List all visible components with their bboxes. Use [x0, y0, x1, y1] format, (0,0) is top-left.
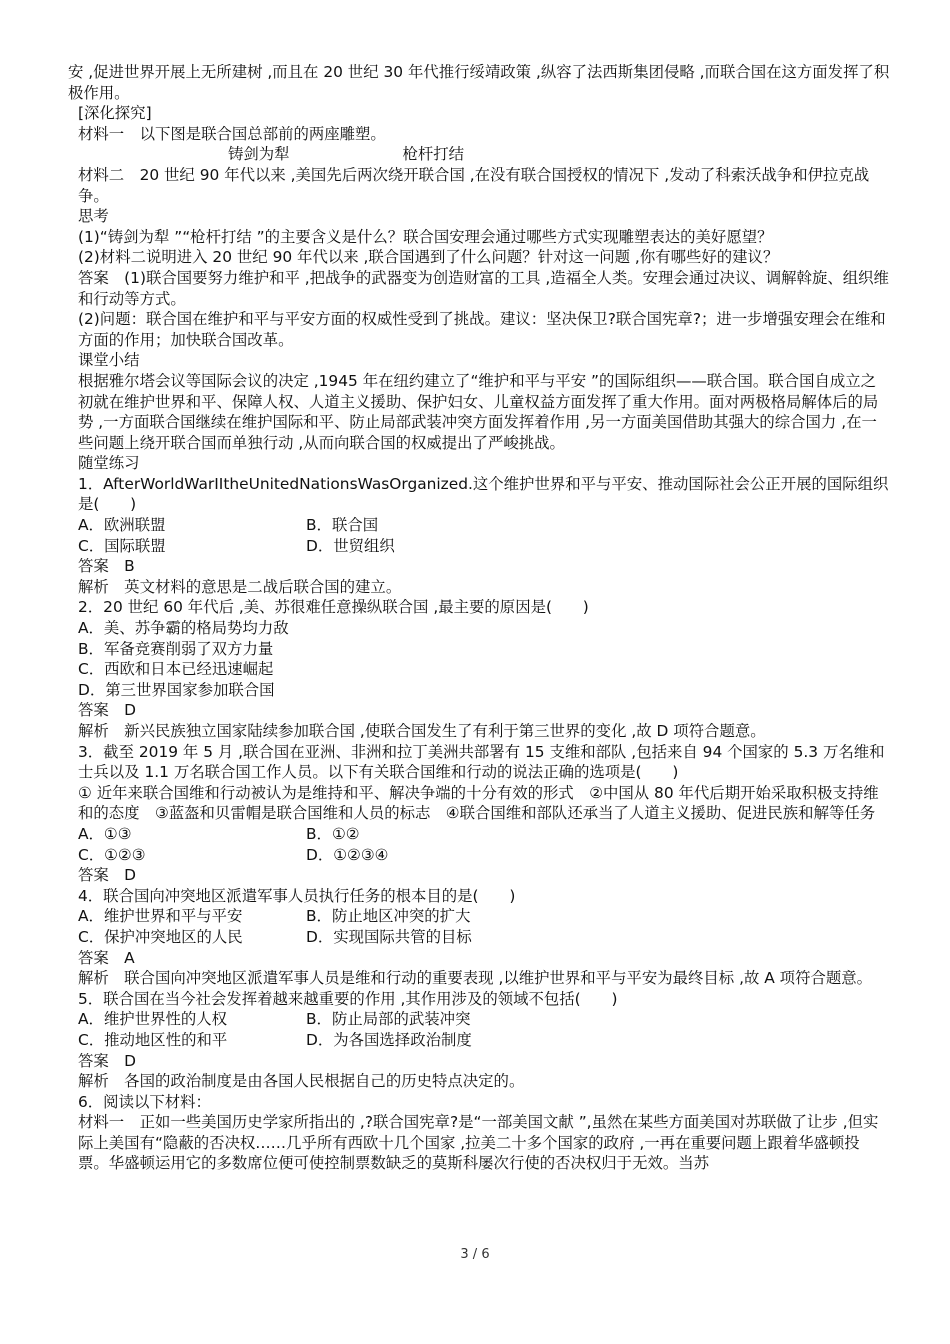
q2-option-b: B．军备竞赛削弱了双方力量: [78, 639, 274, 658]
q3-items: ① 近年来联合国维和行动被认为是维持和平、解决争端的十分有效的形式 ②中国从 80 年代后期开始采取积极支持维和的态度 ③蓝盔和贝雷帽是联合国维和人员的标志 ④联合国维和部队还承当了人道主义援助、促进民族和解等任务: [78, 783, 879, 823]
q3-stem: 3．截至 2019 年 5 月 ,联合国在亚洲、非洲和拉丁美洲共部署有 15 支维和部队 ,包括来自 94 个国家的 5.3 万名维和士兵以及 1.1 万名联合国工作人员。以下有关联合国维和行动的说法正确的选项是( ): [78, 742, 885, 782]
q3-option-d: D．①②③④: [306, 845, 389, 864]
page-number: 3 / 6: [460, 1247, 490, 1262]
q4-analysis: 解析 联合国向冲突地区派遣军事人员是维和行动的重要表现 ,以维护世界和平与平安为最终目标 ,故 A 项符合题意。: [78, 969, 873, 988]
q1-option-d: D．世贸组织: [306, 536, 395, 555]
q4-options: [68, 906, 890, 947]
q4-option-a: A．维护世界和平与平安: [78, 907, 243, 926]
question-2: (2)材料二说明进入 20 世纪 90 年代以来 ,联合国遇到了什么问题？针对这一问题 ,你有哪些好的建议？: [78, 248, 779, 267]
q4-option-d: D．实现国际共管的目标: [306, 927, 472, 946]
q5-option-c: C．推动地区性的和平: [78, 1030, 228, 1049]
q1-option-a: A．欧洲联盟: [78, 516, 166, 535]
sculpture-label-1: 铸剑为犁: [228, 145, 290, 164]
q1-option-b: B．联合国: [306, 516, 379, 535]
q2-analysis: 解析 新兴民族独立国家陆续参加联合国 ,使联合国发生了有利于第三世界的变化 ,故 D 项符合题意。: [78, 722, 766, 740]
q1-answer: 答案 B: [78, 557, 135, 576]
q5-options: [68, 1009, 890, 1050]
q1-option-c: C．国际联盟: [78, 536, 166, 555]
q2-answer: 答案 D: [78, 701, 137, 720]
q3-option-b: B．①②: [306, 824, 360, 843]
q2-option-c: C．西欧和日本已经迅速崛起: [78, 660, 274, 679]
q4-stem: 4．联合国向冲突地区派遣军事人员执行任务的根本目的是( ): [78, 886, 516, 905]
q5-answer: 答案 D: [78, 1051, 137, 1070]
q1-options: [68, 515, 890, 556]
q5-stem: 5．联合国在当今社会发挥着越来越重要的作用 ,其作用涉及的领域不包括( ): [78, 989, 618, 1008]
q6-material-one: 材料一 正如一些美国历史学家所指出的 ,?联合国宪章?是“一部美国文献 ”,虽然在某些方面美国对苏联做了让步 ,但实际上美国有“隐蔽的否决权……几乎所有西欧十几个国家 ,拉美二十多个国家的政府 ,一再在重要问题上跟着华盛顿投票。华盛顿运用它的多数席位便可使控制票数缺乏的莫斯科屡次行使的否决权归于无效。当苏: [78, 1113, 879, 1173]
q2-option-d: D．第三世界国家参加联合国: [78, 680, 275, 699]
question-1: (1)“铸剑为犁 ”“枪杆打结 ”的主要含义是什么？联合国安理会通过哪些方式实现雕塑表达的美好愿望？: [78, 227, 773, 246]
deep-heading: [深化探究]: [78, 104, 152, 123]
q4-option-c: C．保护冲突地区的人民: [78, 927, 243, 946]
q5-analysis: 解析 各国的政治制度是由各国人民根据自己的历史特点决定的。: [78, 1072, 525, 1091]
q2-option-a: A．美、苏争霸的格局势均力敌: [78, 619, 289, 638]
q3-options: [68, 824, 890, 865]
document-page: [68, 62, 890, 1174]
sculpture-label-2: 枪杆打结: [402, 145, 465, 164]
answer-1: 答案 (1)联合国要努力维护和平 ,把战争的武器变为创造财富的工具 ,造福全人类。安理会通过决议、调解斡旋、组织维和行动等方式。: [78, 268, 889, 308]
summary-text: 根据雅尔塔会议等国际会议的决定 ,1945 年在纽约建立了“维护和平与平安 ”的国际组织——联合国。联合国自成立之初就在维护世界和平、保障人权、人道主义援助、保护妇女、儿童权益方面发挥了重大作用。面对两极格局解体后的局势 ,一方面联合国继续在维护国际和平、防止局部武装冲突方面发挥着作用 ,另一方面美国借助其强大的综合国力 ,在一些问题上绕开联合国而单独行动 ,从而向联合国的权威提出了严峻挑战。: [78, 371, 879, 452]
q6-stem: 6．阅读以下材料：: [78, 1092, 211, 1111]
summary-heading: 课堂小结: [78, 351, 140, 370]
material-one: 材料一 以下图是联合国总部前的两座雕塑。: [78, 124, 386, 143]
q5-option-a: A．维护世界性的人权: [78, 1010, 228, 1029]
q3-answer: 答案 D: [78, 866, 137, 885]
sculpture-labels: [68, 144, 890, 165]
q1-analysis: 解析 英文材料的意思是二战后联合国的建立。: [78, 577, 402, 596]
answer-2: (2)问题：联合国在维护和平与平安方面的权威性受到了挑战。建议：坚决保卫?联合国宪章?；进一步增强安理会在维和方面的作用；加快联合国改革。: [78, 310, 886, 349]
q5-option-b: B．防止局部的武装冲突: [306, 1010, 471, 1029]
q1-stem: 1．AfterWorldWarIItheUnitedNationsWasOrganized.这个维护世界和平与平安、推动国际社会公正开展的国际组织是( ): [78, 474, 889, 514]
q3-option-a: A．①③: [78, 824, 132, 843]
q4-answer: 答案 A: [78, 948, 135, 967]
q3-option-c: C．①②③: [78, 845, 146, 864]
intro-paragraph: 安 ,促进世界开展上无所建树 ,而且在 20 世纪 30 年代推行绥靖政策 ,纵容了法西斯集团侵略 ,而联合国在这方面发挥了积极作用。: [68, 63, 890, 102]
q5-option-d: D．为各国选择政治制度: [306, 1030, 472, 1049]
q4-option-b: B．防止地区冲突的扩大: [306, 907, 471, 926]
think-heading: 思考: [78, 207, 109, 226]
material-two: 材料二 20 世纪 90 年代以来 ,美国先后两次绕开联合国 ,在没有联合国授权的情况下 ,发动了科索沃战争和伊拉克战争。: [78, 165, 870, 205]
q2-stem: 2．20 世纪 60 年代后 ,美、苏很难任意操纵联合国 ,最主要的原因是( ): [78, 598, 589, 617]
practice-heading: 随堂练习: [78, 454, 140, 473]
